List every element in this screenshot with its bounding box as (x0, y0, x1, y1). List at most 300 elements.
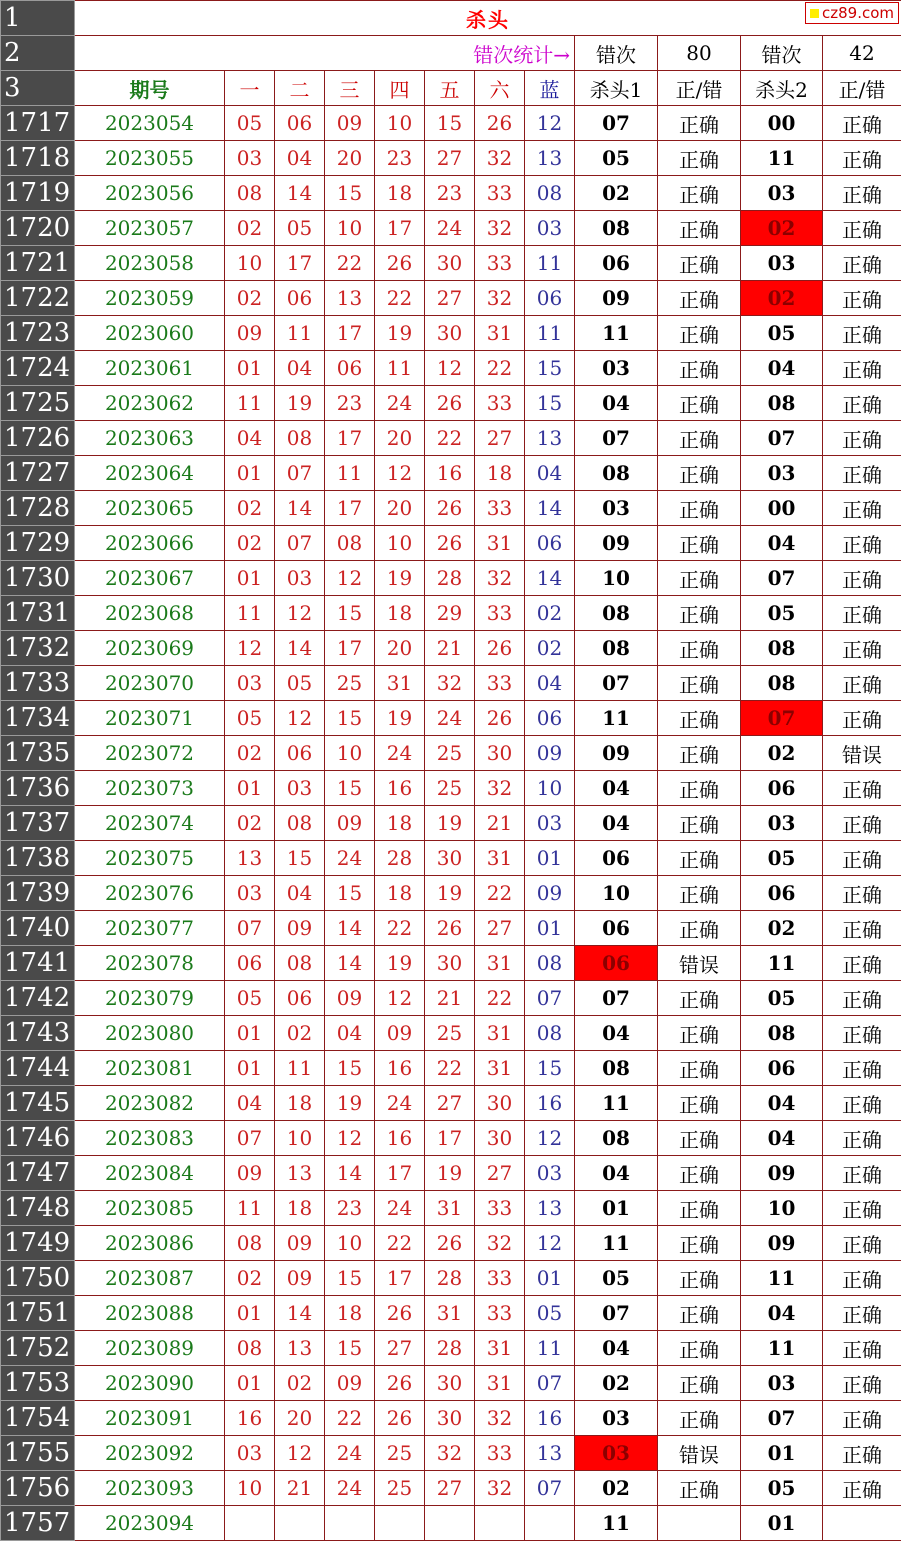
kill2-cell[interactable]: 06 (741, 1051, 823, 1086)
result1-cell[interactable]: 正确 (658, 876, 741, 911)
red-ball-cell[interactable]: 25 (325, 666, 375, 701)
red-ball-cell[interactable]: 33 (475, 176, 525, 211)
red-ball-cell[interactable]: 22 (475, 351, 525, 386)
red-ball-cell[interactable]: 10 (225, 1471, 275, 1506)
result1-cell[interactable]: 正确 (658, 1086, 741, 1121)
red-ball-cell[interactable]: 16 (225, 1401, 275, 1436)
row-number[interactable]: 1757 (1, 1506, 75, 1541)
red-ball-cell[interactable]: 30 (425, 246, 475, 281)
red-ball-cell[interactable]: 02 (225, 806, 275, 841)
period-cell[interactable]: 2023081 (75, 1051, 225, 1086)
kill2-cell[interactable]: 05 (741, 1471, 823, 1506)
row-number[interactable]: 1744 (1, 1051, 75, 1086)
result1-cell[interactable]: 正确 (658, 1471, 741, 1506)
kill2-cell[interactable]: 11 (741, 946, 823, 981)
period-cell[interactable]: 2023088 (75, 1296, 225, 1331)
kill2-cell[interactable]: 06 (741, 876, 823, 911)
red-ball-cell[interactable]: 24 (375, 386, 425, 421)
red-ball-cell[interactable]: 05 (275, 666, 325, 701)
kill1-cell[interactable]: 09 (575, 736, 658, 771)
row-number[interactable]: 1753 (1, 1366, 75, 1401)
kill2-cell[interactable]: 11 (741, 1261, 823, 1296)
red-ball-cell[interactable] (375, 1506, 425, 1541)
result2-cell[interactable]: 正确 (823, 1296, 901, 1331)
red-ball-cell[interactable] (275, 1506, 325, 1541)
period-cell[interactable]: 2023065 (75, 491, 225, 526)
kill1-cell[interactable]: 03 (575, 1401, 658, 1436)
kill2-cell[interactable]: 11 (741, 141, 823, 176)
blue-ball-cell[interactable]: 08 (525, 1016, 575, 1051)
red-ball-cell[interactable]: 24 (375, 736, 425, 771)
red-ball-cell[interactable]: 26 (375, 1401, 425, 1436)
red-ball-cell[interactable]: 32 (475, 561, 525, 596)
period-cell[interactable]: 2023058 (75, 246, 225, 281)
kill1-cell[interactable]: 07 (575, 666, 658, 701)
result2-cell[interactable]: 正确 (823, 316, 901, 351)
blue-ball-cell[interactable]: 10 (525, 771, 575, 806)
blue-ball-cell[interactable]: 16 (525, 1086, 575, 1121)
blue-ball-cell[interactable]: 13 (525, 1436, 575, 1471)
red-ball-cell[interactable]: 09 (275, 1226, 325, 1261)
red-ball-cell[interactable]: 04 (275, 141, 325, 176)
blue-ball-cell[interactable]: 08 (525, 176, 575, 211)
period-cell[interactable]: 2023073 (75, 771, 225, 806)
red-ball-cell[interactable]: 22 (375, 911, 425, 946)
result2-cell[interactable]: 正确 (823, 1436, 901, 1471)
result2-cell[interactable]: 正确 (823, 701, 901, 736)
result2-cell[interactable]: 正确 (823, 1471, 901, 1506)
period-cell[interactable]: 2023068 (75, 596, 225, 631)
red-ball-cell[interactable] (325, 1506, 375, 1541)
red-ball-cell[interactable]: 14 (275, 491, 325, 526)
red-ball-cell[interactable]: 26 (475, 106, 525, 141)
red-ball-cell[interactable]: 20 (375, 631, 425, 666)
period-cell[interactable]: 2023083 (75, 1121, 225, 1156)
period-cell[interactable]: 2023080 (75, 1016, 225, 1051)
period-cell[interactable]: 2023057 (75, 211, 225, 246)
red-ball-cell[interactable]: 04 (275, 351, 325, 386)
result2-cell[interactable]: 正确 (823, 176, 901, 211)
red-ball-cell[interactable]: 18 (375, 176, 425, 211)
red-ball-cell[interactable]: 18 (275, 1086, 325, 1121)
red-ball-cell[interactable]: 28 (425, 1331, 475, 1366)
red-ball-cell[interactable]: 01 (225, 1051, 275, 1086)
red-ball-cell[interactable]: 33 (475, 1191, 525, 1226)
red-ball-cell[interactable]: 26 (375, 1296, 425, 1331)
red-ball-cell[interactable]: 18 (375, 876, 425, 911)
row-number[interactable]: 1741 (1, 946, 75, 981)
kill2-cell[interactable]: 05 (741, 316, 823, 351)
kill2-cell[interactable]: 03 (741, 806, 823, 841)
row-number[interactable]: 1739 (1, 876, 75, 911)
kill2-cell[interactable]: 01 (741, 1506, 823, 1541)
kill1-cell[interactable]: 06 (575, 841, 658, 876)
red-ball-cell[interactable]: 10 (325, 1226, 375, 1261)
result2-cell[interactable]: 正确 (823, 946, 901, 981)
red-ball-cell[interactable]: 30 (425, 316, 475, 351)
red-ball-cell[interactable]: 27 (425, 1086, 475, 1121)
red-ball-cell[interactable]: 26 (475, 631, 525, 666)
result2-cell[interactable]: 正确 (823, 1401, 901, 1436)
red-ball-cell[interactable]: 18 (475, 456, 525, 491)
red-ball-cell[interactable]: 09 (275, 911, 325, 946)
red-ball-cell[interactable]: 08 (225, 176, 275, 211)
kill2-cell[interactable]: 08 (741, 386, 823, 421)
result2-cell[interactable]: 正确 (823, 351, 901, 386)
period-cell[interactable]: 2023056 (75, 176, 225, 211)
period-cell[interactable]: 2023069 (75, 631, 225, 666)
row-number[interactable]: 1751 (1, 1296, 75, 1331)
result1-cell[interactable]: 正确 (658, 421, 741, 456)
red-ball-cell[interactable]: 02 (225, 211, 275, 246)
blue-ball-cell[interactable]: 08 (525, 946, 575, 981)
red-ball-cell[interactable]: 08 (225, 1226, 275, 1261)
row-number[interactable]: 1730 (1, 561, 75, 596)
red-ball-cell[interactable]: 28 (425, 1261, 475, 1296)
blue-ball-cell[interactable]: 05 (525, 1296, 575, 1331)
kill1-cell[interactable]: 07 (575, 981, 658, 1016)
blue-ball-cell[interactable]: 15 (525, 386, 575, 421)
red-ball-cell[interactable]: 23 (325, 1191, 375, 1226)
red-ball-cell[interactable]: 10 (275, 1121, 325, 1156)
kill2-cell[interactable]: 06 (741, 771, 823, 806)
red-ball-cell[interactable]: 07 (225, 1121, 275, 1156)
red-ball-cell[interactable]: 10 (375, 526, 425, 561)
red-ball-cell[interactable]: 19 (425, 806, 475, 841)
red-ball-cell[interactable]: 19 (375, 561, 425, 596)
result2-cell[interactable]: 正确 (823, 771, 901, 806)
result1-cell[interactable]: 正确 (658, 281, 741, 316)
blue-ball-cell[interactable]: 13 (525, 141, 575, 176)
result2-cell[interactable]: 正确 (823, 1086, 901, 1121)
blue-ball-cell[interactable]: 12 (525, 106, 575, 141)
red-ball-cell[interactable]: 27 (475, 1156, 525, 1191)
red-ball-cell[interactable]: 32 (475, 211, 525, 246)
blue-ball-cell[interactable]: 09 (525, 876, 575, 911)
red-ball-cell[interactable]: 32 (475, 1471, 525, 1506)
kill1-cell[interactable]: 05 (575, 141, 658, 176)
blue-ball-cell[interactable]: 01 (525, 911, 575, 946)
red-ball-cell[interactable]: 19 (375, 316, 425, 351)
blue-ball-cell[interactable]: 11 (525, 316, 575, 351)
result1-cell[interactable]: 正确 (658, 386, 741, 421)
red-ball-cell[interactable]: 02 (275, 1016, 325, 1051)
red-ball-cell[interactable]: 22 (375, 1226, 425, 1261)
result1-cell[interactable]: 错误 (658, 946, 741, 981)
result2-cell[interactable]: 正确 (823, 666, 901, 701)
period-cell[interactable]: 2023076 (75, 876, 225, 911)
red-ball-cell[interactable]: 33 (475, 666, 525, 701)
period-cell[interactable]: 2023075 (75, 841, 225, 876)
red-ball-cell[interactable]: 02 (225, 281, 275, 316)
result2-cell[interactable]: 正确 (823, 981, 901, 1016)
red-ball-cell[interactable]: 30 (425, 946, 475, 981)
kill1-cell[interactable]: 10 (575, 876, 658, 911)
red-ball-cell[interactable]: 32 (475, 141, 525, 176)
red-ball-cell[interactable]: 16 (425, 456, 475, 491)
period-cell[interactable]: 2023060 (75, 316, 225, 351)
red-ball-cell[interactable]: 05 (225, 701, 275, 736)
row-number[interactable]: 1726 (1, 421, 75, 456)
red-ball-cell[interactable]: 12 (275, 596, 325, 631)
period-cell[interactable]: 2023087 (75, 1261, 225, 1296)
red-ball-cell[interactable]: 03 (225, 876, 275, 911)
row-number[interactable]: 1748 (1, 1191, 75, 1226)
blue-ball-cell[interactable]: 06 (525, 701, 575, 736)
result1-cell[interactable]: 正确 (658, 1051, 741, 1086)
red-ball-cell[interactable]: 10 (225, 246, 275, 281)
result1-cell[interactable]: 正确 (658, 806, 741, 841)
red-ball-cell[interactable]: 16 (375, 1051, 425, 1086)
red-ball-cell[interactable]: 15 (325, 596, 375, 631)
result1-cell[interactable]: 正确 (658, 561, 741, 596)
red-ball-cell[interactable]: 31 (475, 1016, 525, 1051)
row-number[interactable]: 1722 (1, 281, 75, 316)
row-number[interactable]: 1733 (1, 666, 75, 701)
red-ball-cell[interactable]: 21 (425, 981, 475, 1016)
red-ball-cell[interactable]: 26 (375, 246, 425, 281)
red-ball-cell[interactable]: 13 (275, 1156, 325, 1191)
red-ball-cell[interactable]: 01 (225, 1366, 275, 1401)
red-ball-cell[interactable]: 33 (475, 1436, 525, 1471)
result2-cell[interactable]: 正确 (823, 911, 901, 946)
red-ball-cell[interactable]: 12 (375, 456, 425, 491)
red-ball-cell[interactable]: 15 (325, 176, 375, 211)
blue-ball-cell[interactable]: 15 (525, 351, 575, 386)
kill1-cell[interactable]: 04 (575, 771, 658, 806)
row-number[interactable]: 1723 (1, 316, 75, 351)
red-ball-cell[interactable]: 22 (325, 246, 375, 281)
red-ball-cell[interactable]: 32 (475, 771, 525, 806)
red-ball-cell[interactable]: 06 (275, 981, 325, 1016)
row-number[interactable]: 1742 (1, 981, 75, 1016)
kill1-cell[interactable]: 03 (575, 351, 658, 386)
period-cell[interactable]: 2023072 (75, 736, 225, 771)
kill2-cell[interactable]: 00 (741, 106, 823, 141)
red-ball-cell[interactable]: 11 (225, 596, 275, 631)
blue-ball-cell[interactable]: 06 (525, 526, 575, 561)
result2-cell[interactable]: 正确 (823, 1191, 901, 1226)
red-ball-cell[interactable]: 02 (225, 526, 275, 561)
red-ball-cell[interactable]: 31 (475, 1051, 525, 1086)
red-ball-cell[interactable]: 19 (375, 701, 425, 736)
red-ball-cell[interactable]: 09 (325, 106, 375, 141)
red-ball-cell[interactable]: 28 (425, 561, 475, 596)
result2-cell[interactable]: 正确 (823, 246, 901, 281)
red-ball-cell[interactable]: 01 (225, 1016, 275, 1051)
red-ball-cell[interactable]: 15 (325, 1331, 375, 1366)
result2-cell[interactable]: 正确 (823, 1366, 901, 1401)
red-ball-cell[interactable]: 17 (375, 1261, 425, 1296)
red-ball-cell[interactable]: 31 (425, 1191, 475, 1226)
red-ball-cell[interactable]: 08 (225, 1331, 275, 1366)
red-ball-cell[interactable]: 22 (475, 981, 525, 1016)
red-ball-cell[interactable]: 09 (375, 1016, 425, 1051)
red-ball-cell[interactable]: 05 (225, 106, 275, 141)
period-cell[interactable]: 2023085 (75, 1191, 225, 1226)
red-ball-cell[interactable]: 07 (275, 456, 325, 491)
period-cell[interactable]: 2023074 (75, 806, 225, 841)
row-number[interactable]: 2 (1, 36, 75, 71)
red-ball-cell[interactable]: 17 (425, 1121, 475, 1156)
red-ball-cell[interactable]: 26 (425, 1226, 475, 1261)
kill1-cell[interactable]: 07 (575, 1296, 658, 1331)
result2-cell[interactable]: 正确 (823, 106, 901, 141)
result1-cell[interactable]: 正确 (658, 666, 741, 701)
blue-ball-cell[interactable]: 04 (525, 666, 575, 701)
kill2-cell[interactable]: 04 (741, 351, 823, 386)
kill1-cell[interactable]: 11 (575, 701, 658, 736)
kill2-cell[interactable]: 05 (741, 596, 823, 631)
kill1-cell[interactable]: 11 (575, 1506, 658, 1541)
red-ball-cell[interactable]: 18 (375, 596, 425, 631)
result1-cell[interactable]: 正确 (658, 106, 741, 141)
result1-cell[interactable]: 正确 (658, 771, 741, 806)
red-ball-cell[interactable]: 04 (225, 1086, 275, 1121)
red-ball-cell[interactable]: 20 (325, 141, 375, 176)
red-ball-cell[interactable]: 27 (375, 1331, 425, 1366)
red-ball-cell[interactable]: 04 (325, 1016, 375, 1051)
kill1-cell[interactable]: 04 (575, 1016, 658, 1051)
red-ball-cell[interactable]: 01 (225, 456, 275, 491)
kill1-cell[interactable]: 08 (575, 456, 658, 491)
red-ball-cell[interactable]: 30 (425, 1401, 475, 1436)
result2-cell[interactable]: 正确 (823, 1016, 901, 1051)
blue-ball-cell[interactable]: 03 (525, 806, 575, 841)
blue-ball-cell[interactable]: 03 (525, 211, 575, 246)
kill2-cell[interactable]: 03 (741, 1366, 823, 1401)
red-ball-cell[interactable]: 33 (475, 596, 525, 631)
result2-cell[interactable]: 正确 (823, 841, 901, 876)
kill2-cell[interactable]: 00 (741, 491, 823, 526)
red-ball-cell[interactable]: 22 (425, 421, 475, 456)
red-ball-cell[interactable]: 31 (475, 1331, 525, 1366)
red-ball-cell[interactable]: 21 (425, 631, 475, 666)
result1-cell[interactable]: 正确 (658, 911, 741, 946)
row-number[interactable]: 1740 (1, 911, 75, 946)
red-ball-cell[interactable]: 30 (475, 736, 525, 771)
red-ball-cell[interactable]: 17 (325, 421, 375, 456)
red-ball-cell[interactable]: 16 (375, 771, 425, 806)
result1-cell[interactable]: 正确 (658, 526, 741, 561)
red-ball-cell[interactable]: 31 (475, 1366, 525, 1401)
red-ball-cell[interactable]: 17 (325, 491, 375, 526)
blue-ball-cell[interactable]: 07 (525, 1471, 575, 1506)
red-ball-cell[interactable]: 33 (475, 1261, 525, 1296)
result2-cell[interactable]: 正确 (823, 421, 901, 456)
red-ball-cell[interactable]: 32 (475, 1226, 525, 1261)
blue-ball-cell[interactable]: 02 (525, 596, 575, 631)
red-ball-cell[interactable]: 19 (325, 1086, 375, 1121)
kill2-cell[interactable]: 05 (741, 981, 823, 1016)
red-ball-cell[interactable]: 17 (325, 316, 375, 351)
red-ball-cell[interactable]: 15 (325, 876, 375, 911)
red-ball-cell[interactable]: 15 (325, 1261, 375, 1296)
red-ball-cell[interactable]: 19 (275, 386, 325, 421)
result1-cell[interactable]: 正确 (658, 1331, 741, 1366)
period-cell[interactable]: 2023079 (75, 981, 225, 1016)
row-number[interactable]: 1735 (1, 736, 75, 771)
row-number[interactable]: 1718 (1, 141, 75, 176)
result2-cell[interactable]: 正确 (823, 1051, 901, 1086)
period-cell[interactable]: 2023092 (75, 1436, 225, 1471)
kill2-cell[interactable]: 11 (741, 1331, 823, 1366)
blue-ball-cell[interactable]: 04 (525, 456, 575, 491)
kill1-cell[interactable]: 11 (575, 1226, 658, 1261)
kill1-cell[interactable]: 10 (575, 561, 658, 596)
red-ball-cell[interactable]: 22 (425, 1051, 475, 1086)
red-ball-cell[interactable]: 24 (325, 1436, 375, 1471)
red-ball-cell[interactable]: 09 (325, 981, 375, 1016)
red-ball-cell[interactable]: 02 (275, 1366, 325, 1401)
red-ball-cell[interactable]: 11 (225, 386, 275, 421)
result1-cell[interactable]: 正确 (658, 1121, 741, 1156)
kill1-cell[interactable]: 06 (575, 246, 658, 281)
period-cell[interactable]: 2023090 (75, 1366, 225, 1401)
result1-cell[interactable]: 正确 (658, 316, 741, 351)
kill1-cell[interactable]: 08 (575, 596, 658, 631)
result2-cell[interactable]: 正确 (823, 561, 901, 596)
result2-cell[interactable]: 错误 (823, 736, 901, 771)
red-ball-cell[interactable]: 13 (225, 841, 275, 876)
red-ball-cell[interactable]: 23 (375, 141, 425, 176)
red-ball-cell[interactable]: 27 (475, 421, 525, 456)
result2-cell[interactable]: 正确 (823, 141, 901, 176)
red-ball-cell[interactable]: 22 (375, 281, 425, 316)
red-ball-cell[interactable]: 18 (275, 1191, 325, 1226)
red-ball-cell[interactable]: 07 (275, 526, 325, 561)
red-ball-cell[interactable]: 33 (475, 491, 525, 526)
red-ball-cell[interactable]: 06 (225, 946, 275, 981)
kill2-cell[interactable]: 03 (741, 456, 823, 491)
row-number[interactable]: 1756 (1, 1471, 75, 1506)
red-ball-cell[interactable]: 13 (325, 281, 375, 316)
red-ball-cell[interactable]: 17 (375, 211, 425, 246)
red-ball-cell[interactable]: 17 (325, 631, 375, 666)
red-ball-cell[interactable]: 02 (225, 736, 275, 771)
red-ball-cell[interactable]: 11 (275, 1051, 325, 1086)
row-number[interactable]: 1720 (1, 211, 75, 246)
red-ball-cell[interactable]: 12 (325, 561, 375, 596)
kill2-cell[interactable]: 08 (741, 666, 823, 701)
red-ball-cell[interactable]: 26 (375, 1366, 425, 1401)
row-number[interactable]: 3 (1, 71, 75, 106)
blue-ball-cell[interactable]: 12 (525, 1226, 575, 1261)
blue-ball-cell[interactable]: 14 (525, 491, 575, 526)
red-ball-cell[interactable]: 30 (475, 1086, 525, 1121)
blue-ball-cell[interactable]: 07 (525, 981, 575, 1016)
red-ball-cell[interactable]: 03 (275, 561, 325, 596)
red-ball-cell[interactable]: 09 (225, 1156, 275, 1191)
blue-ball-cell[interactable]: 06 (525, 281, 575, 316)
red-ball-cell[interactable] (425, 1506, 475, 1541)
period-cell[interactable]: 2023063 (75, 421, 225, 456)
red-ball-cell[interactable]: 02 (225, 491, 275, 526)
result1-cell[interactable]: 正确 (658, 1366, 741, 1401)
result1-cell[interactable]: 正确 (658, 491, 741, 526)
kill2-cell[interactable]: 08 (741, 1016, 823, 1051)
period-cell[interactable]: 2023082 (75, 1086, 225, 1121)
red-ball-cell[interactable]: 01 (225, 561, 275, 596)
red-ball-cell[interactable]: 08 (275, 806, 325, 841)
result1-cell[interactable]: 正确 (658, 246, 741, 281)
red-ball-cell[interactable]: 19 (425, 876, 475, 911)
row-number[interactable]: 1738 (1, 841, 75, 876)
result1-cell[interactable]: 正确 (658, 141, 741, 176)
result2-cell[interactable]: 正确 (823, 386, 901, 421)
red-ball-cell[interactable]: 30 (425, 1366, 475, 1401)
result1-cell[interactable]: 错误 (658, 1436, 741, 1471)
